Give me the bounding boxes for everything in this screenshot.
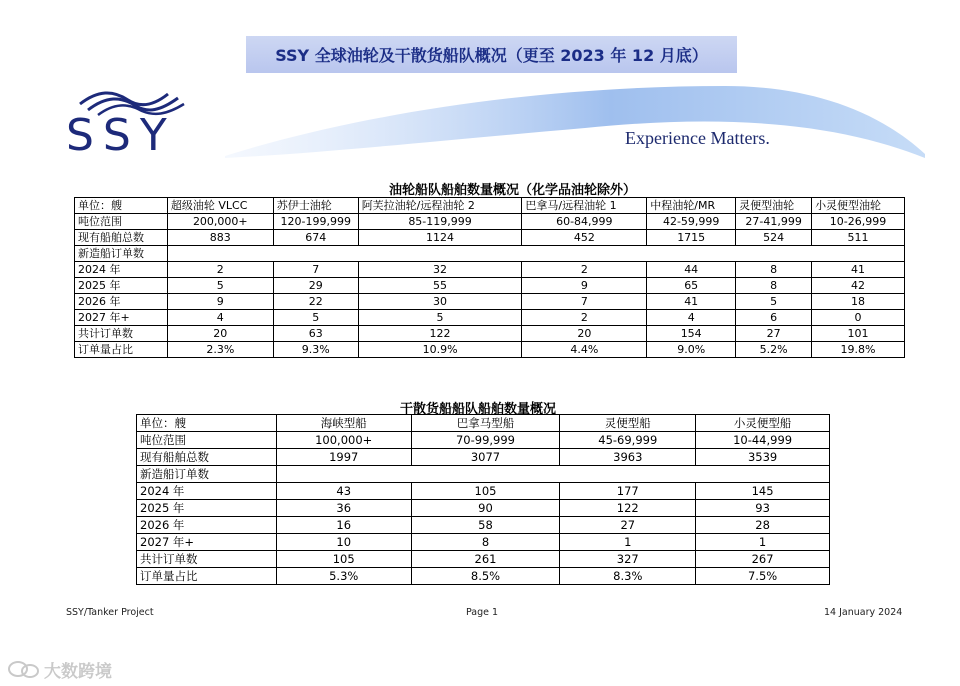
- table-cell: 41: [647, 294, 736, 310]
- table-cell: 44: [647, 262, 736, 278]
- table-cell: 145: [696, 483, 830, 500]
- header-row: [75, 198, 905, 214]
- row-label: 2027 年+: [137, 534, 277, 551]
- table-cell: 8.5%: [411, 568, 560, 585]
- table-cell: 20: [522, 326, 647, 342]
- table-cell: 8: [736, 278, 812, 294]
- row-label: 2025 年: [75, 278, 168, 294]
- table-cell: 8: [736, 262, 812, 278]
- footer-date: 14 January 2024: [824, 607, 903, 618]
- table-cell: 2: [522, 262, 647, 278]
- table-cell: 1: [696, 534, 830, 551]
- table-cell: 4: [167, 310, 273, 326]
- table-cell: 90: [411, 500, 560, 517]
- row-label: 2025 年: [137, 500, 277, 517]
- table-cell: 18: [812, 294, 905, 310]
- table-cell: 10: [276, 534, 411, 551]
- table-cell: 55: [358, 278, 522, 294]
- tagline: Experience Matters.: [625, 128, 770, 148]
- table-cell: 19.8%: [812, 342, 905, 358]
- table-cell: 101: [812, 326, 905, 342]
- row-label: 共计订单数: [137, 551, 277, 568]
- table-row: [75, 278, 905, 294]
- table-cell: 9: [522, 278, 647, 294]
- table-cell: 2: [167, 262, 273, 278]
- table-cell: 122: [358, 326, 522, 342]
- row-label: 吨位范围: [137, 432, 277, 449]
- column-header: 灵便型船: [560, 415, 696, 432]
- table-cell: 32: [358, 262, 522, 278]
- table-cell: 65: [647, 278, 736, 294]
- document-title-band: [246, 36, 737, 73]
- table-row: [137, 500, 830, 517]
- row-label: 2024 年: [75, 262, 168, 278]
- table-cell: 267: [696, 551, 830, 568]
- table-cell: 4.4%: [522, 342, 647, 358]
- row-label: 共计订单数: [75, 326, 168, 342]
- table-row: [137, 551, 830, 568]
- table-cell: 3539: [696, 449, 830, 466]
- table-cell: 5: [167, 278, 273, 294]
- table-cell: 36: [276, 500, 411, 517]
- table-cell: 22: [273, 294, 358, 310]
- row-label: 现有船舶总数: [137, 449, 277, 466]
- table-cell: 0: [812, 310, 905, 326]
- table-cell: 45-69,999: [560, 432, 696, 449]
- table-row: [75, 262, 905, 278]
- table-row: [75, 326, 905, 342]
- table-cell: 100,000+: [276, 432, 411, 449]
- column-header: 小灵便型船: [696, 415, 830, 432]
- table-cell: 122: [560, 500, 696, 517]
- table-cell: 10.9%: [358, 342, 522, 358]
- tanker-table-title: 油轮船队船舶数量概况（化学品油轮除外）: [389, 183, 637, 198]
- table-cell: 1715: [647, 230, 736, 246]
- table-cell: 1124: [358, 230, 522, 246]
- table-row: [137, 517, 830, 534]
- table-cell: 27: [736, 326, 812, 342]
- table-row: [75, 246, 905, 262]
- table-cell: 58: [411, 517, 560, 534]
- table-cell: 4: [647, 310, 736, 326]
- table-cell: 327: [560, 551, 696, 568]
- table-cell: 524: [736, 230, 812, 246]
- table-cell: 43: [276, 483, 411, 500]
- table-cell: 9.3%: [273, 342, 358, 358]
- watermark: [8, 657, 112, 682]
- table-row: [137, 466, 830, 483]
- row-label: 现有船舶总数: [75, 230, 168, 246]
- ssy-logo-text: SSY: [66, 110, 176, 161]
- unit-label-cell: 单位：艘: [137, 415, 277, 432]
- table-cell: 29: [273, 278, 358, 294]
- table-cell: 7: [273, 262, 358, 278]
- column-header: 灵便型油轮: [736, 198, 812, 214]
- table-cell: 5: [273, 310, 358, 326]
- table-row: [75, 214, 905, 230]
- table-cell: 16: [276, 517, 411, 534]
- table-cell: 261: [411, 551, 560, 568]
- table-row: [137, 568, 830, 585]
- bulk-fleet-table: [136, 414, 830, 585]
- table-cell: 6: [736, 310, 812, 326]
- table-cell: 7.5%: [696, 568, 830, 585]
- table-row: [137, 432, 830, 449]
- document-title: SSY 全球油轮及干散货船队概况（更至 2023 年 12 月底）: [275, 46, 708, 65]
- table-cell: 27: [560, 517, 696, 534]
- table-cell: 1997: [276, 449, 411, 466]
- table-cell: 7: [522, 294, 647, 310]
- unit-label-cell: 单位：艘: [75, 198, 168, 214]
- table-cell: 30: [358, 294, 522, 310]
- table-cell: 3963: [560, 449, 696, 466]
- table-row: [137, 483, 830, 500]
- row-label: 订单量占比: [75, 342, 168, 358]
- table-cell: 9: [167, 294, 273, 310]
- column-header: 苏伊士油轮: [273, 198, 358, 214]
- table-cell: 42-59,999: [647, 214, 736, 230]
- table-cell: 41: [812, 262, 905, 278]
- table-cell: 105: [276, 551, 411, 568]
- footer-page: Page 1: [466, 607, 499, 618]
- column-header: 中程油轮/MR: [647, 198, 736, 214]
- table-cell: 511: [812, 230, 905, 246]
- table-cell: 9.0%: [647, 342, 736, 358]
- table-cell: 70-99,999: [411, 432, 560, 449]
- table-cell: 200,000+: [167, 214, 273, 230]
- table-cell: 120-199,999: [273, 214, 358, 230]
- table-cell: 8.3%: [560, 568, 696, 585]
- watermark-text: 大数跨境: [44, 662, 112, 682]
- table-cell: 1: [560, 534, 696, 551]
- table-cell: 85-119,999: [358, 214, 522, 230]
- table-cell: 5.3%: [276, 568, 411, 585]
- row-label: 2027 年+: [75, 310, 168, 326]
- table-row: [137, 449, 830, 466]
- table-cell: 883: [167, 230, 273, 246]
- table-cell: 8: [411, 534, 560, 551]
- tanker-fleet-table: [74, 197, 905, 358]
- table-cell: 105: [411, 483, 560, 500]
- table-cell: 2: [522, 310, 647, 326]
- footer-left: SSY/Tanker Project: [66, 607, 154, 618]
- table-cell: 452: [522, 230, 647, 246]
- table-row: [75, 342, 905, 358]
- row-label: 2026 年: [75, 294, 168, 310]
- row-label: 新造船订单数: [75, 246, 168, 262]
- table-row: [137, 534, 830, 551]
- swoosh-decoration: [225, 78, 925, 163]
- table-cell: 674: [273, 230, 358, 246]
- table-cell: 10-26,999: [812, 214, 905, 230]
- table-cell: 20: [167, 326, 273, 342]
- table-cell: 5: [358, 310, 522, 326]
- table-row: [75, 294, 905, 310]
- column-header: 海峡型船: [276, 415, 411, 432]
- column-header: 小灵便型油轮: [812, 198, 905, 214]
- header-row: [137, 415, 830, 432]
- column-header: 巴拿马/远程油轮 1: [522, 198, 647, 214]
- row-label: 2024 年: [137, 483, 277, 500]
- table-cell: 5.2%: [736, 342, 812, 358]
- table-cell: 63: [273, 326, 358, 342]
- table-cell: 10-44,999: [696, 432, 830, 449]
- empty-span-cell: [167, 246, 904, 262]
- table-row: [75, 230, 905, 246]
- table-cell: 28: [696, 517, 830, 534]
- table-cell: 60-84,999: [522, 214, 647, 230]
- row-label: 新造船订单数: [137, 466, 277, 483]
- table-cell: 27-41,999: [736, 214, 812, 230]
- row-label: 订单量占比: [137, 568, 277, 585]
- column-header: 超级油轮 VLCC: [167, 198, 273, 214]
- table-cell: 93: [696, 500, 830, 517]
- row-label: 2026 年: [137, 517, 277, 534]
- table-cell: 2.3%: [167, 342, 273, 358]
- table-cell: 42: [812, 278, 905, 294]
- empty-span-cell: [276, 466, 829, 483]
- row-label: 吨位范围: [75, 214, 168, 230]
- chat-bubble-icon: [8, 660, 40, 680]
- table-cell: 5: [736, 294, 812, 310]
- column-header: 阿芙拉油轮/远程油轮 2: [358, 198, 522, 214]
- table-cell: 154: [647, 326, 736, 342]
- table-cell: 177: [560, 483, 696, 500]
- bulk-table-title: 干散货船船队船舶数量概况: [400, 402, 557, 417]
- table-row: [75, 310, 905, 326]
- column-header: 巴拿马型船: [411, 415, 560, 432]
- table-cell: 3077: [411, 449, 560, 466]
